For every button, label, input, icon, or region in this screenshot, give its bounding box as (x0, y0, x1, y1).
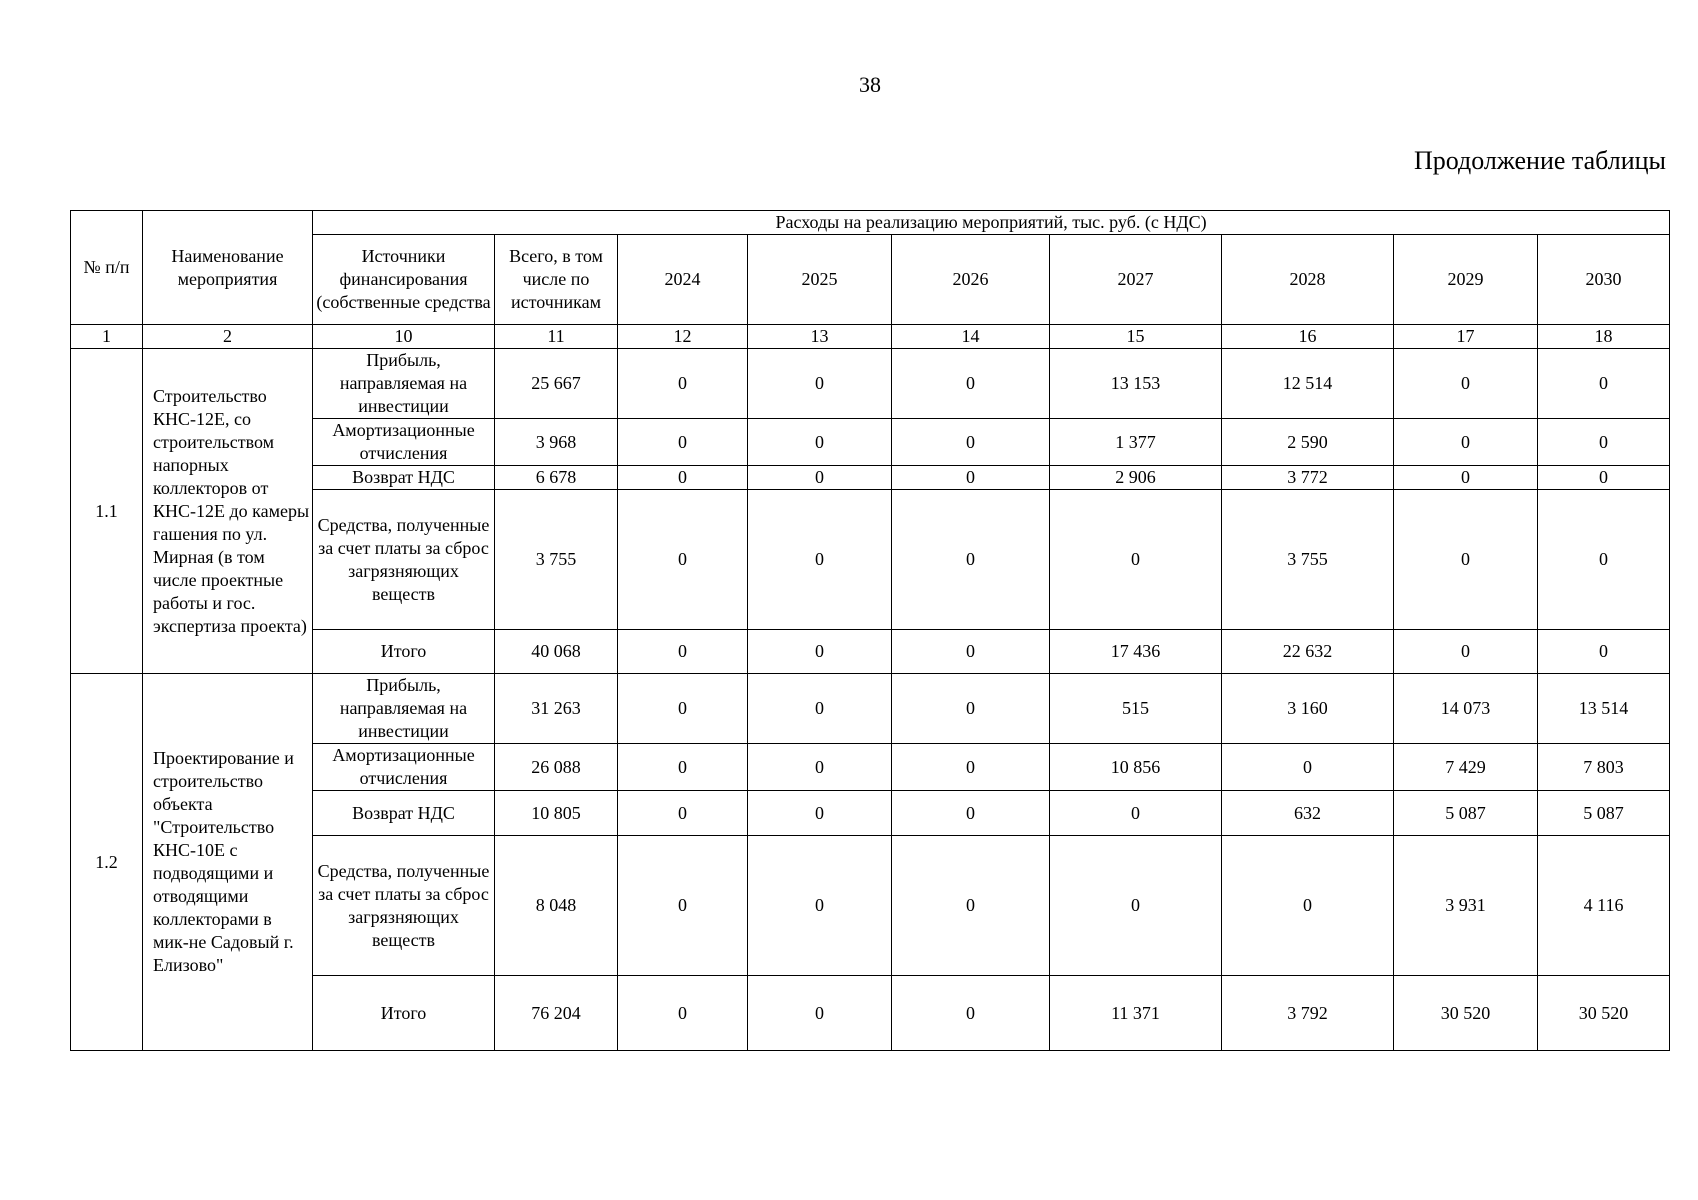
total-cell: 76 204 (495, 976, 618, 1051)
column-number: 16 (1222, 325, 1394, 349)
year-value: 2 590 (1222, 419, 1394, 466)
year-value: 11 371 (1050, 976, 1222, 1051)
year-value: 0 (618, 791, 748, 836)
header-year: 2027 (1050, 235, 1222, 325)
year-value: 0 (892, 836, 1050, 976)
total-cell: 25 667 (495, 349, 618, 419)
column-number: 13 (748, 325, 892, 349)
source-cell-total: Итого (313, 630, 495, 674)
year-value: 22 632 (1222, 630, 1394, 674)
year-value: 0 (892, 466, 1050, 490)
column-number: 17 (1394, 325, 1538, 349)
year-value: 0 (1394, 490, 1538, 630)
year-value: 0 (892, 791, 1050, 836)
year-value: 13 153 (1050, 349, 1222, 419)
header-year: 2025 (748, 235, 892, 325)
year-value: 3 772 (1222, 466, 1394, 490)
year-value: 0 (1222, 836, 1394, 976)
source-cell: Средства, полученные за счет платы за сброс загрязняющих веществ (313, 490, 495, 630)
year-value: 0 (748, 744, 892, 791)
year-value: 0 (1538, 490, 1670, 630)
header-year: 2030 (1538, 235, 1670, 325)
year-value: 3 931 (1394, 836, 1538, 976)
year-value: 10 856 (1050, 744, 1222, 791)
year-value: 17 436 (1050, 630, 1222, 674)
source-cell: Прибыль, направляемая на инвестиции (313, 674, 495, 744)
year-value: 0 (618, 466, 748, 490)
year-value: 7 803 (1538, 744, 1670, 791)
table-row (71, 349, 1670, 419)
year-value: 0 (1394, 630, 1538, 674)
year-value: 0 (892, 349, 1050, 419)
year-value: 0 (618, 674, 748, 744)
year-value: 0 (618, 836, 748, 976)
total-cell: 26 088 (495, 744, 618, 791)
year-value: 5 087 (1394, 791, 1538, 836)
year-value: 7 429 (1394, 744, 1538, 791)
header-year: 2026 (892, 235, 1050, 325)
column-number: 15 (1050, 325, 1222, 349)
year-value: 1 377 (1050, 419, 1222, 466)
header-year: 2028 (1222, 235, 1394, 325)
year-value: 3 160 (1222, 674, 1394, 744)
source-cell: Амортизационные отчисления (313, 744, 495, 791)
year-value: 0 (1394, 349, 1538, 419)
year-value: 0 (748, 419, 892, 466)
year-value: 0 (1538, 419, 1670, 466)
year-value: 0 (748, 836, 892, 976)
year-value: 0 (892, 744, 1050, 791)
year-value: 0 (1050, 490, 1222, 630)
year-value: 0 (1538, 466, 1670, 490)
year-value: 13 514 (1538, 674, 1670, 744)
source-cell: Средства, полученные за счет платы за сброс загрязняющих веществ (313, 836, 495, 976)
source-cell-total: Итого (313, 976, 495, 1051)
column-number: 12 (618, 325, 748, 349)
year-value: 3 755 (1222, 490, 1394, 630)
year-value: 0 (1394, 419, 1538, 466)
total-cell: 31 263 (495, 674, 618, 744)
continuation-title: Продолжение таблицы (1414, 146, 1666, 175)
source-cell: Амортизационные отчисления (313, 419, 495, 466)
year-value: 632 (1222, 791, 1394, 836)
year-value: 2 906 (1050, 466, 1222, 490)
item-number: 1.2 (71, 674, 143, 1051)
year-value: 0 (618, 490, 748, 630)
year-value: 0 (892, 976, 1050, 1051)
column-number: 18 (1538, 325, 1670, 349)
total-cell: 10 805 (495, 791, 618, 836)
header-name: Наименование мероприятия (143, 211, 313, 325)
year-value: 0 (1538, 349, 1670, 419)
year-value: 3 792 (1222, 976, 1394, 1051)
header-year: 2029 (1394, 235, 1538, 325)
source-cell: Возврат НДС (313, 466, 495, 490)
column-number: 10 (313, 325, 495, 349)
year-value: 0 (748, 674, 892, 744)
item-name: Строительство КНС-12Е, со строительством напорных коллекторов от КНС-12Е до камеры гашения по ул. Мирная (в том числе проектные работы и гос. экспертиза проекта) (143, 349, 313, 674)
item-name: Проектирование и строительство объекта "Строительство КНС-10Е с подводящими и отводящими коллекторами в мик-не Садовый г. Елизово" (143, 674, 313, 1051)
year-value: 0 (1050, 836, 1222, 976)
year-value: 0 (618, 744, 748, 791)
column-number: 11 (495, 325, 618, 349)
column-number: 1 (71, 325, 143, 349)
page-number: 38 (859, 72, 881, 97)
investment-table (70, 210, 1670, 1051)
header-year: 2024 (618, 235, 748, 325)
year-value: 0 (1394, 466, 1538, 490)
year-value: 0 (618, 419, 748, 466)
year-value: 0 (748, 791, 892, 836)
total-cell: 8 048 (495, 836, 618, 976)
column-number: 14 (892, 325, 1050, 349)
total-cell: 3 968 (495, 419, 618, 466)
year-value: 12 514 (1222, 349, 1394, 419)
year-value: 515 (1050, 674, 1222, 744)
header-source: Источники финансирования (собственные средства (313, 235, 495, 325)
year-value: 0 (618, 976, 748, 1051)
year-value: 0 (1538, 630, 1670, 674)
year-value: 0 (748, 349, 892, 419)
total-cell: 40 068 (495, 630, 618, 674)
source-cell: Прибыль, направляемая на инвестиции (313, 349, 495, 419)
header-num: № п/п (71, 211, 143, 325)
year-value: 0 (892, 490, 1050, 630)
year-value: 0 (892, 674, 1050, 744)
total-cell: 3 755 (495, 490, 618, 630)
total-cell: 6 678 (495, 466, 618, 490)
year-value: 0 (748, 490, 892, 630)
header-expenses-title: Расходы на реализацию мероприятий, тыс. руб. (с НДС) (313, 211, 1670, 235)
year-value: 5 087 (1538, 791, 1670, 836)
year-value: 0 (618, 349, 748, 419)
year-value: 0 (892, 630, 1050, 674)
column-number-row (71, 325, 1670, 349)
source-cell: Возврат НДС (313, 791, 495, 836)
year-value: 4 116 (1538, 836, 1670, 976)
table-row (71, 674, 1670, 744)
item-number: 1.1 (71, 349, 143, 674)
year-value: 0 (1050, 791, 1222, 836)
year-value: 0 (748, 630, 892, 674)
year-value: 0 (618, 630, 748, 674)
year-value: 0 (892, 419, 1050, 466)
year-value: 30 520 (1394, 976, 1538, 1051)
column-number: 2 (143, 325, 313, 349)
year-value: 0 (1222, 744, 1394, 791)
year-value: 30 520 (1538, 976, 1670, 1051)
year-value: 0 (748, 976, 892, 1051)
header-total: Всего, в том числе по источникам (495, 235, 618, 325)
year-value: 0 (748, 466, 892, 490)
year-value: 14 073 (1394, 674, 1538, 744)
